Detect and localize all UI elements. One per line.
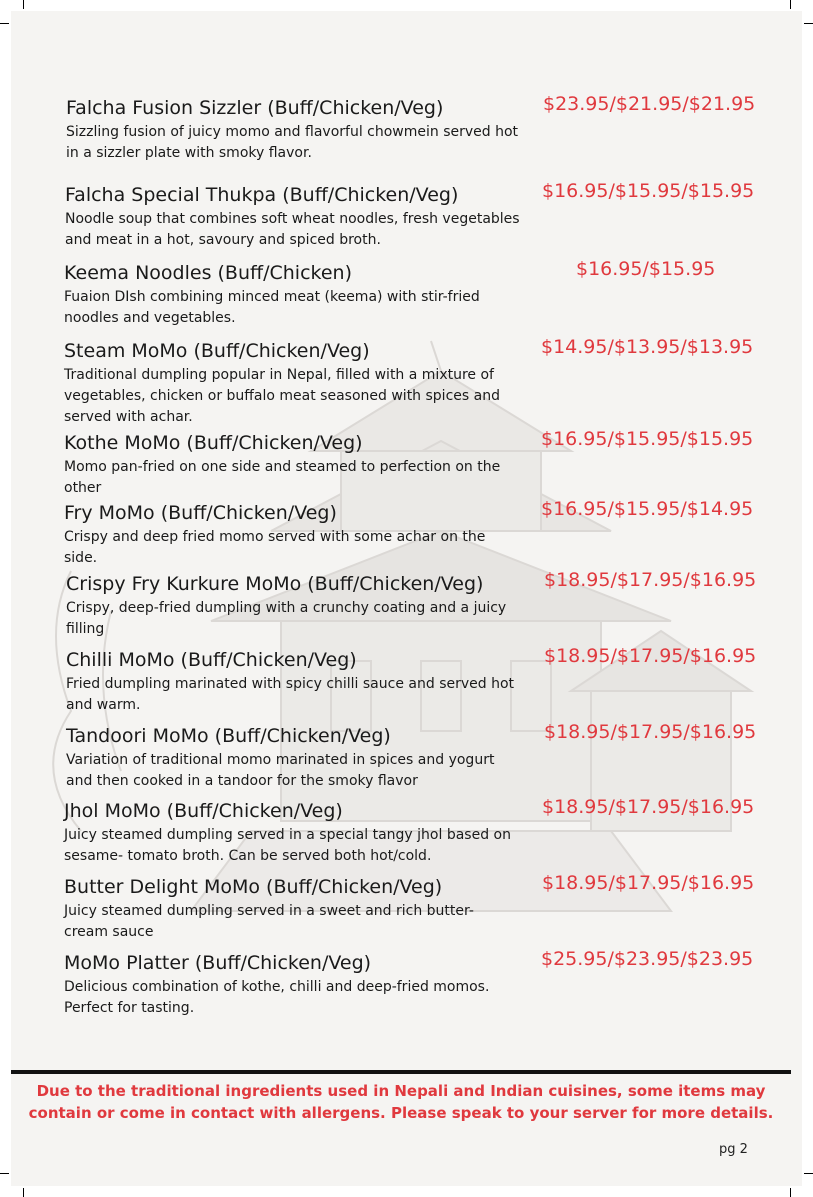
item-price: $18.95/$17.95/$16.95 — [544, 645, 757, 667]
item-name: Chilli MoMo (Buff/Chicken/Veg) — [66, 649, 357, 671]
item-price: $18.95/$17.95/$16.95 — [542, 872, 755, 894]
crop-mark — [23, 0, 24, 9]
item-price: $16.95/$15.95 — [576, 258, 716, 280]
item-price: $18.95/$17.95/$16.95 — [544, 569, 757, 591]
item-description: Fuaion DIsh combining minced meat (keema) with stir-fried noodles and vegetables. — [64, 289, 480, 326]
item-description: Crispy and deep fried momo served with some achar on the side. — [64, 529, 486, 566]
item-price: $16.95/$15.95/$15.95 — [542, 180, 755, 202]
crop-mark — [0, 1173, 9, 1174]
item-description: Momo pan-fried on one side and steamed to perfection on the other — [64, 459, 501, 496]
allergen-notice: Due to the traditional ingredients used in Nepali and Indian cuisines, some items may contain or come in contact with allergens. Please speak to your server for more details. — [28, 1082, 774, 1122]
item-name: MoMo Platter (Buff/Chicken/Veg) — [64, 952, 372, 974]
item-description: Traditional dumpling popular in Nepal, filled with a mixture of vegetables, chicken or buffalo meat seasoned with spices and served with achar. — [64, 367, 500, 425]
item-description: Fried dumpling marinated with spicy chilli sauce and served hot and warm. — [66, 676, 515, 713]
item-price: $16.95/$15.95/$15.95 — [541, 428, 754, 450]
crop-mark — [790, 1188, 791, 1197]
divider — [11, 1070, 791, 1074]
item-name: Keema Noodles (Buff/Chicken) — [64, 262, 352, 284]
item-description: Delicious combination of kothe, chilli and deep-fried momos. Perfect for tasting. — [64, 979, 490, 1016]
item-name: Kothe MoMo (Buff/Chicken/Veg) — [64, 432, 363, 454]
item-name: Falcha Special Thukpa (Buff/Chicken/Veg) — [65, 184, 459, 206]
item-price: $14.95/$13.95/$13.95 — [541, 336, 754, 358]
item-description: Sizzling fusion of juicy momo and flavorful chowmein served hot in a sizzler plate with smoky flavor. — [66, 124, 519, 161]
item-description: Variation of traditional momo marinated in spices and yogurt and then cooked in a tandoor for the smoky flavor — [66, 752, 495, 789]
crop-mark — [790, 0, 791, 9]
item-name: Fry MoMo (Buff/Chicken/Veg) — [64, 502, 337, 524]
item-name: Steam MoMo (Buff/Chicken/Veg) — [64, 340, 370, 362]
item-name: Crispy Fry Kurkure MoMo (Buff/Chicken/Veg) — [66, 573, 484, 595]
item-name: Falcha Fusion Sizzler (Buff/Chicken/Veg) — [66, 97, 444, 119]
crop-mark — [23, 1188, 24, 1197]
item-description: Crispy, deep-fried dumpling with a crunchy coating and a juicy filling — [66, 600, 507, 637]
item-name: Butter Delight MoMo (Buff/Chicken/Veg) — [64, 876, 443, 898]
item-price: $23.95/$21.95/$21.95 — [543, 93, 756, 115]
page-number: pg 2 — [719, 1142, 748, 1157]
item-description: Juicy steamed dumpling served in a sweet and rich butter- cream sauce — [64, 903, 474, 940]
crop-mark — [0, 23, 9, 24]
item-price: $25.95/$23.95/$23.95 — [541, 948, 754, 970]
crop-mark — [804, 23, 813, 24]
item-description: Noodle soup that combines soft wheat noodles, fresh vegetables and meat in a hot, savoury and spiced broth. — [65, 211, 520, 248]
item-price: $18.95/$17.95/$16.95 — [542, 796, 755, 818]
item-name: Jhol MoMo (Buff/Chicken/Veg) — [64, 800, 343, 822]
item-price: $18.95/$17.95/$16.95 — [544, 721, 757, 743]
item-name: Tandoori MoMo (Buff/Chicken/Veg) — [66, 725, 391, 747]
menu-page — [11, 11, 802, 1186]
item-description: Juicy steamed dumpling served in a special tangy jhol based on sesame- tomato broth. Can be served both hot/cold. — [64, 827, 511, 864]
crop-mark — [804, 1173, 813, 1174]
item-price: $16.95/$15.95/$14.95 — [541, 498, 754, 520]
